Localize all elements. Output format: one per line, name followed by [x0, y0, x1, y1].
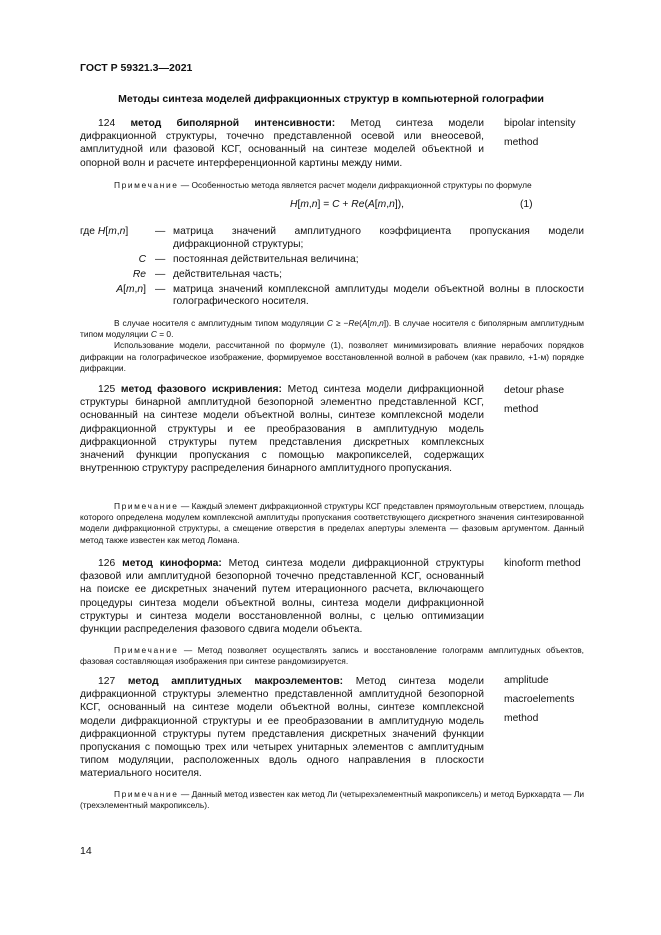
term-english-125 [504, 381, 614, 419]
note-text: Каждый элемент дифракционной структуры КСГ представлен прямоугольным отверстием, площадь которого определена модулем комплексной амплитуды пропускания соответствующего дискретного значения синтезированной модели дифракционной структуры, а смещение отверстия в пределах апертуры элемента — фазовым аргументом. Данный метод также известен как метод Ломана. [80, 501, 584, 545]
where-row [80, 284, 584, 309]
term-english-126 [504, 554, 614, 573]
term-number: 125 [98, 384, 116, 395]
where-text: постоянная действительная величина; [173, 253, 359, 265]
where-dash: — [155, 226, 166, 237]
standard-header: ГОСТ Р 59321.3—2021 [80, 62, 193, 74]
formula-number: (1) [520, 199, 533, 210]
term-entry-125 [80, 383, 484, 475]
where-text: матрица значений комплексной амплитуды модели объектной волны в плоскости голографического носителя. [173, 283, 584, 308]
english-line: method [504, 713, 539, 724]
term-name: метод биполярной интенсивности: [130, 118, 336, 129]
term-english-124 [504, 114, 614, 152]
where-symbol: где H[m,n] [80, 226, 129, 237]
note-124: Примечание — Особенностью метода является расчет модели дифракционной структуры по формуле [114, 180, 532, 190]
where-text: действительная часть; [173, 268, 282, 280]
term-definition: Метод синтеза модели дифракционной структуры бинарной амплитудной безопорной элементно представленной КСГ, основанный на синтезе модели объектной волны, синтезе комплексной модели дифракционной структуры и ее преобразования в амплитудную модель дифракционной структуры путем представления дискретных комплексных значений функции пропускания с помощью макропикселей, содержащих внутреннюю структуру распределения бинарного амплитудного пропускания. [80, 384, 484, 475]
term-number: 124 [98, 118, 116, 129]
term-entry-126 [80, 557, 484, 636]
term-number: 127 [98, 676, 116, 687]
where-row [80, 269, 584, 282]
english-line: detour phase [504, 385, 565, 396]
explanation-paragraph: Использование модели, рассчитанной по формуле (1), позволяет минимизировать влияние нерабочих порядков дифракции на голографическое изображение, формируемое восстановленной волной в рабочем (как правило, +1-м) порядке дифракции. [80, 340, 584, 373]
section-title: Методы синтеза моделей дифракционных структур в компьютерной голографии [118, 93, 544, 105]
where-symbol: Re [132, 268, 146, 280]
where-list [80, 226, 584, 312]
english-line: bipolar intensity [504, 118, 576, 129]
english-line: method [504, 137, 539, 148]
where-dash: — [155, 253, 166, 265]
term-definition: Метод синтеза модели дифракционной структуры фазовой или амплитудной безопорной точечно представленной КСГ, основанный на поиске ее дискретных значений путем итерационного расчета, включающего процедуры синтеза модели объектной волны, синтеза модели дифракционной структуры и синтеза модели восстановленной волны, с целью оптимизации функции распределения фазового сдвига модели объекта. [80, 558, 484, 636]
term-name: метод фазового искривления: [120, 384, 282, 395]
page-number: 14 [80, 845, 92, 857]
where-text: матрица значений амплитудного коэффициента пропускания модели дифракционной структуры; [173, 226, 584, 250]
where-dash: — [155, 268, 166, 280]
term-entry-127 [80, 675, 484, 781]
english-line: method [504, 404, 539, 415]
where-symbol: C [138, 253, 146, 265]
term-number: 126 [98, 558, 116, 569]
formula: H[m,n] = C + Re(A[m,n]), [290, 199, 404, 210]
note-127: Примечание — Данный метод известен как метод Ли (четырехэлементный макропиксель) и метод Буркхардта — Ли (трехэлементный макропиксель). [80, 789, 584, 811]
note-126: Примечание — Метод позволяет осуществлять запись и восстановление голограмм амплитудных объектов, фазовая составляющая изображения при синтезе рандомизируется. [80, 645, 584, 667]
note-prefix: Примечание [114, 501, 179, 511]
english-line: kinoform method [504, 558, 581, 569]
where-row [80, 254, 584, 267]
english-line: macroelements [504, 694, 575, 705]
note-text: Метод позволяет осуществлять запись и восстановление голограмм амплитудных объектов, фазовая составляющая изображения при синтезе рандомизируется. [80, 645, 584, 667]
term-definition: Метод синтеза модели дифракционной структуры, точечно представленной осевой или внеосевой, амплитудной или фазовой КСГ, основанный на синтезе моделей объектной и опорной волн и расчете интерференционной картины между ними. [80, 118, 484, 169]
english-line: amplitude [504, 675, 549, 686]
term-entry-124 [80, 117, 484, 170]
note-prefix: Примечание [114, 645, 179, 655]
explanation-paragraph: В случае носителя с амплитудным типом модуляции C ≥ −Re(A[m,n]). В случае носителя с биполярным амплитудным типом модуляции C = 0. [80, 318, 584, 340]
note-prefix: Примечание [114, 180, 179, 190]
where-dash: — [155, 283, 166, 295]
note-text: Данный метод известен как метод Ли (четырехэлементный макропиксель) и метод Буркхардта — Ли (трехэлементный макропиксель). [80, 789, 584, 811]
term-english-127 [504, 671, 614, 728]
explanations [80, 318, 584, 374]
where-row [80, 226, 584, 251]
term-name: метод амплитудных макроэлементов: [127, 676, 344, 687]
term-definition: Метод синтеза модели дифракционной структуры элементно представленной амплитудной безопорной КСГ, основанный на синтезе модели объектной волны, синтезе комплексной модели дифракционной структуры и ее преобразовании в амплитудную модель дифракционной структуры путем представления дискретных значений функции пропускания с помощью трех или четырех унитарных элементов с амплитудным типом модуляции, расположенных вдоль одного направления в плоскости материального носителя. [80, 676, 484, 780]
note-125: Примечание — Каждый элемент дифракционной структуры КСГ представлен прямоугольным отверстием, площадь которого определена модулем комплексной амплитуды пропускания соответствующего дискретного значения синтезированной модели дифракционной структуры, а смещение отверстия в пределах апертуры элемента — фазовым аргументом. Данный метод также известен как метод Ломана. [80, 501, 584, 545]
note-text: Особенностью метода является расчет модели дифракционной структуры по формуле [191, 180, 532, 190]
term-name: метод киноформа: [122, 558, 222, 569]
where-symbol: A[m,n] [116, 283, 146, 295]
note-prefix: Примечание [114, 789, 179, 799]
